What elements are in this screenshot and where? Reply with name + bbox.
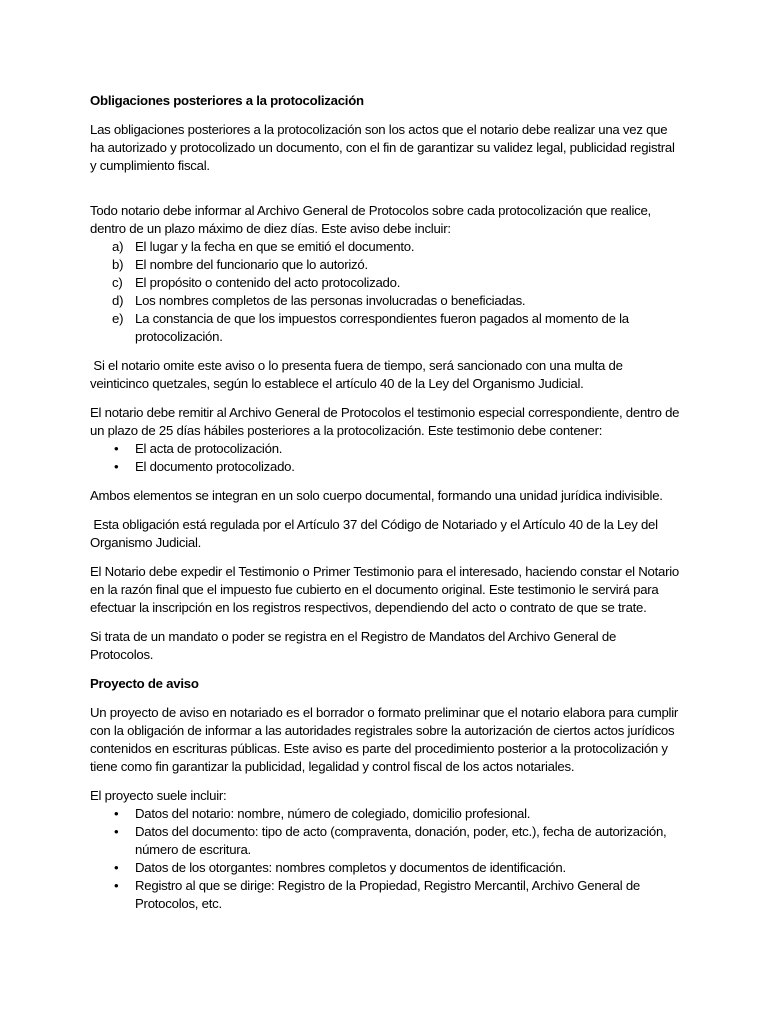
- list-marker: c): [112, 275, 123, 290]
- list-item: [90, 440, 680, 458]
- list-marker: b): [112, 257, 124, 272]
- paragraph-mandato: Si trata de un mandato o poder se registra en el Registro de Mandatos del Archivo General de Protocolos.: [90, 629, 617, 662]
- list-item: [90, 310, 680, 346]
- proyecto-list: [90, 805, 680, 913]
- paragraph-expedir: El Notario debe expedir el Testimonio o Primer Testimonio para el interesado, haciendo constar el Notario en la razón final que el impuesto fue cubierto en el documento original. Este testimonio le servirá para efectuar la inscripción en los registros respectivos, dependiendo del acto o contrato de que se trate.: [90, 564, 680, 615]
- bullet-marker: •: [114, 459, 119, 474]
- aviso-list: [90, 238, 680, 346]
- list-item: [90, 859, 680, 877]
- list-item: [90, 292, 680, 310]
- paragraph-regulada: Esta obligación está regulada por el Artículo 37 del Código de Notariado y el Artículo 40 de la Ley del Organismo Judicial.: [90, 517, 662, 550]
- paragraph-proyecto-lead: El proyecto suele incluir:: [90, 788, 227, 803]
- list-item-text: El propósito o contenido del acto protocolizado.: [135, 275, 401, 290]
- list-item-text: Datos del notario: nombre, número de colegiado, domicilio profesional.: [135, 806, 531, 821]
- list-item-text: Datos del documento: tipo de acto (compraventa, donación, poder, etc.), fecha de autorización, número de escritura.: [135, 824, 667, 857]
- list-item: [90, 274, 680, 292]
- bullet-marker: •: [114, 878, 119, 893]
- list-item-text: El acta de protocolización.: [135, 441, 283, 456]
- list-marker: a): [112, 239, 124, 254]
- section-heading-obligaciones: Obligaciones posteriores a la protocolización: [90, 93, 364, 108]
- document-body: [90, 92, 680, 913]
- list-item: [90, 256, 680, 274]
- list-marker: e): [112, 311, 124, 326]
- bullet-marker: •: [114, 824, 119, 839]
- testimonio-list: [90, 440, 680, 476]
- list-item-text: Registro al que se dirige: Registro de la Propiedad, Registro Mercantil, Archivo General de Protocolos, etc.: [135, 878, 641, 911]
- list-item-text: La constancia de que los impuestos correspondientes fueron pagados al momento de la protocolización.: [135, 311, 629, 344]
- section-heading-proyecto: Proyecto de aviso: [90, 676, 199, 691]
- paragraph-aviso: Todo notario debe informar al Archivo General de Protocolos sobre cada protocolización que realice, dentro de un plazo máximo de diez días. Este aviso debe incluir:: [90, 203, 651, 236]
- list-item-text: El documento protocolizado.: [135, 459, 295, 474]
- bullet-marker: •: [114, 806, 119, 821]
- list-item-text: El lugar y la fecha en que se emitió el documento.: [135, 239, 415, 254]
- list-item: [90, 458, 680, 476]
- paragraph-testimonio: El notario debe remitir al Archivo General de Protocolos el testimonio especial correspondiente, dentro de un plazo de 25 días hábiles posteriores a la protocolización. Este testimonio debe contener:: [90, 405, 680, 438]
- paragraph-proyecto-intro: Un proyecto de aviso en notariado es el borrador o formato preliminar que el notario elabora para cumplir con la obligación de informar a las autoridades registrales sobre la autorización de ciertos actos jurídicos contenidos en escrituras públicas. Este aviso es parte del procedimiento posterior a la protocolización y tiene como fin garantizar la publicidad, legalidad y control fiscal de los actos notariales.: [90, 705, 679, 774]
- paragraph-intro: Las obligaciones posteriores a la protocolización son los actos que el notario debe realizar una vez que ha autorizado y protocolizado un documento, con el fin de garantizar su validez legal, publicidad registral y cumplimiento fiscal.: [90, 122, 675, 173]
- list-item-text: El nombre del funcionario que lo autorizó.: [135, 257, 368, 272]
- list-marker: d): [112, 293, 124, 308]
- bullet-marker: •: [114, 441, 119, 456]
- list-item: [90, 823, 680, 859]
- list-item: [90, 877, 680, 913]
- list-item-text: Los nombres completos de las personas involucradas o beneficiadas.: [135, 293, 526, 308]
- list-item: [90, 805, 680, 823]
- paragraph-ambos: Ambos elementos se integran en un solo cuerpo documental, formando una unidad jurídica indivisible.: [90, 488, 663, 503]
- list-item-text: Datos de los otorgantes: nombres completos y documentos de identificación.: [135, 860, 566, 875]
- paragraph-multa: Si el notario omite este aviso o lo presenta fuera de tiempo, será sancionado con una multa de veinticinco quetzales, según lo establece el artículo 40 de la Ley del Organismo Judicial.: [90, 358, 627, 391]
- bullet-marker: •: [114, 860, 119, 875]
- list-item: [90, 238, 680, 256]
